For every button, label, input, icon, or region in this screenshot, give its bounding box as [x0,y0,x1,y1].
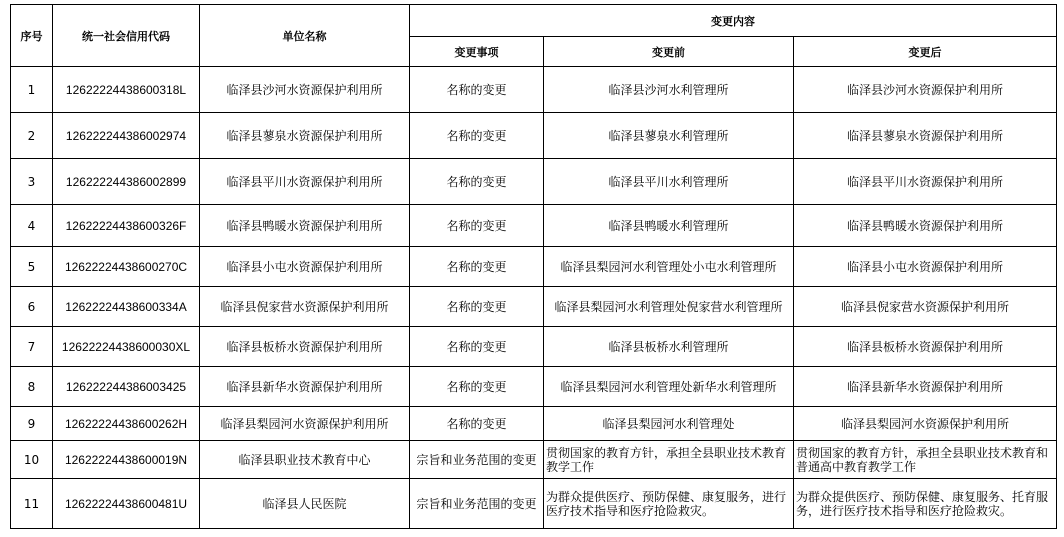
cell-name: 临泽县小屯水资源保护利用所 [200,247,410,287]
cell-seq: 11 [11,479,53,529]
cell-seq: 7 [11,327,53,367]
cell-before: 临泽县沙河水利管理所 [544,67,794,113]
cell-item: 名称的变更 [410,407,544,441]
cell-item: 宗旨和业务范围的变更 [410,441,544,479]
cell-after: 临泽县倪家营水资源保护利用所 [794,287,1057,327]
cell-item: 名称的变更 [410,205,544,247]
table-row [11,67,1057,113]
table-row [11,441,1057,479]
cell-after: 贯彻国家的教育方针，承担全县职业技术教育和普通高中教育教学工作 [794,441,1057,479]
cell-before: 为群众提供医疗、预防保健、康复服务，进行医疗技术指导和医疗抢险救灾。 [544,479,794,529]
cell-code: 12622224438600318L [53,67,200,113]
cell-after: 临泽县新华水资源保护利用所 [794,367,1057,407]
cell-after: 临泽县蓼泉水资源保护利用所 [794,113,1057,159]
table-row [11,407,1057,441]
cell-seq: 3 [11,159,53,205]
cell-item: 名称的变更 [410,159,544,205]
header-before: 变更前 [544,37,794,67]
cell-before: 临泽县板桥水利管理所 [544,327,794,367]
cell-after: 临泽县鸭暖水资源保护利用所 [794,205,1057,247]
cell-seq: 1 [11,67,53,113]
cell-code: 12622224438600297​4 [53,113,200,159]
cell-name: 临泽县沙河水资源保护利用所 [200,67,410,113]
cell-name: 临泽县板桥水资源保护利用所 [200,327,410,367]
cell-code: 126222244386002899 [53,159,200,205]
header-after: 变更后 [794,37,1057,67]
cell-after: 临泽县板桥水资源保护利用所 [794,327,1057,367]
cell-name: 临泽县梨园河水资源保护利用所 [200,407,410,441]
cell-before: 临泽县梨园河水利管理处新华水利管理所 [544,367,794,407]
cell-before: 临泽县蓼泉水利管理所 [544,113,794,159]
cell-code: 12622224438600481U [53,479,200,529]
table-row [11,367,1057,407]
cell-item: 名称的变更 [410,327,544,367]
cell-before: 临泽县梨园河水利管理处倪家营水利管理所 [544,287,794,327]
cell-name: 临泽县新华水资源保护利用所 [200,367,410,407]
cell-after: 临泽县梨园河水资源保护利用所 [794,407,1057,441]
table-row [11,205,1057,247]
cell-name: 临泽县人民医院 [200,479,410,529]
cell-code: 12622224438600019N [53,441,200,479]
table-row [11,479,1057,529]
cell-item: 名称的变更 [410,67,544,113]
cell-name: 临泽县鸭暖水资源保护利用所 [200,205,410,247]
cell-code: 12622224438600270C [53,247,200,287]
cell-after: 为群众提供医疗、预防保健、康复服务、托育服务，进行医疗技术指导和医疗抢险救灾。 [794,479,1057,529]
cell-name: 临泽县平川水资源保护利用所 [200,159,410,205]
cell-code: 12622224438600262H [53,407,200,441]
table-row [11,287,1057,327]
header-seq: 序号 [11,5,53,67]
cell-code: 12622224438600334A [53,287,200,327]
header-code: 统一社会信用代码 [53,5,200,67]
cell-seq: 8 [11,367,53,407]
cell-item: 名称的变更 [410,287,544,327]
cell-seq: 9 [11,407,53,441]
cell-seq: 6 [11,287,53,327]
cell-item: 名称的变更 [410,113,544,159]
cell-seq: 10 [11,441,53,479]
header-change-content: 变更内容 [410,5,1057,37]
cell-item: 名称的变更 [410,247,544,287]
cell-seq: 2 [11,113,53,159]
change-table [10,4,1057,529]
cell-name: 临泽县职业技术教育中心 [200,441,410,479]
cell-after: 临泽县平川水资源保护利用所 [794,159,1057,205]
cell-before: 临泽县梨园河水利管理处 [544,407,794,441]
cell-before: 临泽县梨园河水利管理处小屯水利管理所 [544,247,794,287]
cell-name: 临泽县蓼泉水资源保护利用所 [200,113,410,159]
table-row [11,327,1057,367]
cell-code: 12622224438600326F [53,205,200,247]
table-row [11,247,1057,287]
cell-after: 临泽县沙河水资源保护利用所 [794,67,1057,113]
cell-seq: 5 [11,247,53,287]
table-row [11,159,1057,205]
cell-seq: 4 [11,205,53,247]
cell-name: 临泽县倪家营水资源保护利用所 [200,287,410,327]
cell-item: 名称的变更 [410,367,544,407]
header-change-item: 变更事项 [410,37,544,67]
cell-after: 临泽县小屯水资源保护利用所 [794,247,1057,287]
cell-before: 临泽县鸭暖水利管理所 [544,205,794,247]
header-name: 单位名称 [200,5,410,67]
cell-code: 126222244386003425 [53,367,200,407]
table-row [11,113,1057,159]
cell-code: 12622224438600030XL [53,327,200,367]
cell-before: 贯彻国家的教育方针，承担全县职业技术教育教学工作 [544,441,794,479]
cell-before: 临泽县平川水利管理所 [544,159,794,205]
cell-item: 宗旨和业务范围的变更 [410,479,544,529]
